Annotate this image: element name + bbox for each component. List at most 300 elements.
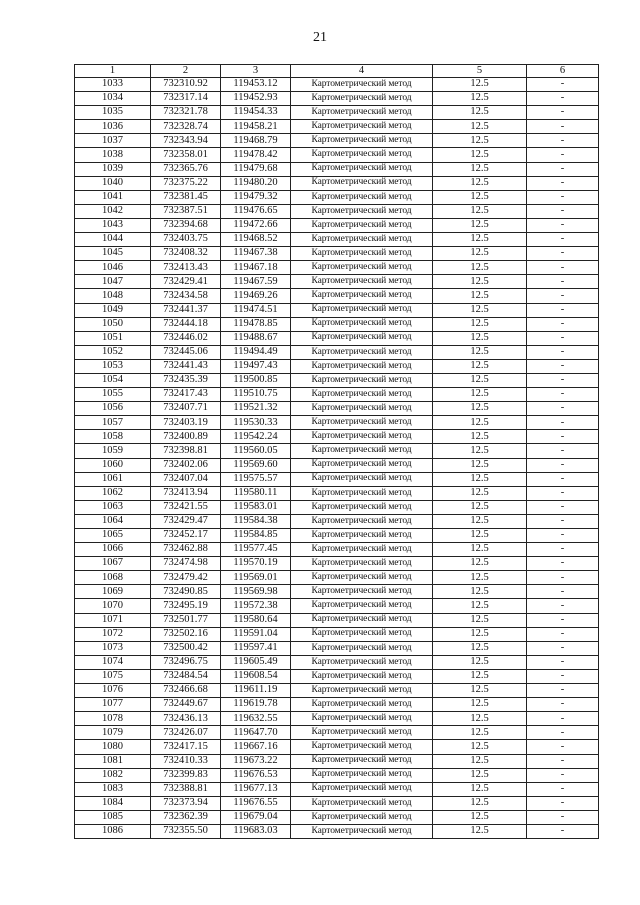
accuracy-cell: 12.5	[433, 472, 527, 486]
x-coordinate-cell: 732441.43	[151, 359, 221, 373]
note-cell: -	[527, 557, 599, 571]
y-coordinate-cell: 119577.45	[221, 543, 291, 557]
table-row	[75, 78, 599, 92]
table-header-row	[75, 65, 599, 78]
y-coordinate-cell: 119572.38	[221, 599, 291, 613]
point-number-cell: 1079	[75, 726, 151, 740]
point-number-cell: 1057	[75, 416, 151, 430]
accuracy-cell: 12.5	[433, 613, 527, 627]
point-number-cell: 1069	[75, 585, 151, 599]
x-coordinate-cell: 732444.18	[151, 317, 221, 331]
point-number-cell: 1063	[75, 500, 151, 514]
table-row	[75, 275, 599, 289]
y-coordinate-cell: 119479.32	[221, 190, 291, 204]
note-cell: -	[527, 655, 599, 669]
accuracy-cell: 12.5	[433, 402, 527, 416]
x-coordinate-cell: 732435.39	[151, 373, 221, 387]
point-number-cell: 1042	[75, 204, 151, 218]
accuracy-cell: 12.5	[433, 796, 527, 810]
table-row	[75, 388, 599, 402]
note-cell: -	[527, 472, 599, 486]
x-coordinate-cell: 732400.89	[151, 430, 221, 444]
table-row	[75, 571, 599, 585]
point-number-cell: 1078	[75, 712, 151, 726]
table-row	[75, 416, 599, 430]
y-coordinate-cell: 119605.49	[221, 655, 291, 669]
table-row	[75, 754, 599, 768]
note-cell: -	[527, 247, 599, 261]
x-coordinate-cell: 732413.94	[151, 486, 221, 500]
table-row	[75, 782, 599, 796]
table-row	[75, 303, 599, 317]
note-cell: -	[527, 218, 599, 232]
table-row	[75, 514, 599, 528]
method-cell: Картометрический метод	[291, 810, 433, 824]
note-cell: -	[527, 331, 599, 345]
y-coordinate-cell: 119647.70	[221, 726, 291, 740]
note-cell: -	[527, 402, 599, 416]
table-row	[75, 500, 599, 514]
method-cell: Картометрический метод	[291, 796, 433, 810]
y-coordinate-cell: 119570.19	[221, 557, 291, 571]
x-coordinate-cell: 732417.15	[151, 740, 221, 754]
method-cell: Картометрический метод	[291, 373, 433, 387]
point-number-cell: 1052	[75, 345, 151, 359]
point-number-cell: 1085	[75, 810, 151, 824]
y-coordinate-cell: 119580.64	[221, 613, 291, 627]
point-number-cell: 1055	[75, 388, 151, 402]
accuracy-cell: 12.5	[433, 416, 527, 430]
x-coordinate-cell: 732398.81	[151, 444, 221, 458]
y-coordinate-cell: 119679.04	[221, 810, 291, 824]
note-cell: -	[527, 289, 599, 303]
accuracy-cell: 12.5	[433, 726, 527, 740]
note-cell: -	[527, 78, 599, 92]
note-cell: -	[527, 585, 599, 599]
note-cell: -	[527, 204, 599, 218]
x-coordinate-cell: 732403.75	[151, 233, 221, 247]
x-coordinate-cell: 732410.33	[151, 754, 221, 768]
table-row	[75, 740, 599, 754]
y-coordinate-cell: 119468.79	[221, 134, 291, 148]
x-coordinate-cell: 732362.39	[151, 810, 221, 824]
x-coordinate-cell: 732381.45	[151, 190, 221, 204]
y-coordinate-cell: 119580.11	[221, 486, 291, 500]
note-cell: -	[527, 416, 599, 430]
table-body	[75, 78, 599, 839]
note-cell: -	[527, 613, 599, 627]
note-cell: -	[527, 458, 599, 472]
note-cell: -	[527, 712, 599, 726]
method-cell: Картометрический метод	[291, 486, 433, 500]
point-number-cell: 1076	[75, 684, 151, 698]
note-cell: -	[527, 810, 599, 824]
method-cell: Картометрический метод	[291, 430, 433, 444]
point-number-cell: 1053	[75, 359, 151, 373]
x-coordinate-cell: 732436.13	[151, 712, 221, 726]
x-coordinate-cell: 732500.42	[151, 641, 221, 655]
accuracy-cell: 12.5	[433, 444, 527, 458]
point-number-cell: 1045	[75, 247, 151, 261]
x-coordinate-cell: 732407.04	[151, 472, 221, 486]
accuracy-cell: 12.5	[433, 233, 527, 247]
point-number-cell: 1061	[75, 472, 151, 486]
method-cell: Картометрический метод	[291, 514, 433, 528]
method-cell: Картометрический метод	[291, 641, 433, 655]
x-coordinate-cell: 732479.42	[151, 571, 221, 585]
y-coordinate-cell: 119452.93	[221, 92, 291, 106]
point-number-cell: 1081	[75, 754, 151, 768]
y-coordinate-cell: 119467.59	[221, 275, 291, 289]
point-number-cell: 1062	[75, 486, 151, 500]
point-number-cell: 1036	[75, 120, 151, 134]
point-number-cell: 1056	[75, 402, 151, 416]
note-cell: -	[527, 317, 599, 331]
y-coordinate-cell: 119619.78	[221, 698, 291, 712]
x-coordinate-cell: 732496.75	[151, 655, 221, 669]
note-cell: -	[527, 233, 599, 247]
accuracy-cell: 12.5	[433, 218, 527, 232]
note-cell: -	[527, 782, 599, 796]
note-cell: -	[527, 106, 599, 120]
x-coordinate-cell: 732452.17	[151, 529, 221, 543]
table-row	[75, 148, 599, 162]
y-coordinate-cell: 119510.75	[221, 388, 291, 402]
method-cell: Картометрический метод	[291, 359, 433, 373]
x-coordinate-cell: 732358.01	[151, 148, 221, 162]
note-cell: -	[527, 120, 599, 134]
method-cell: Картометрический метод	[291, 655, 433, 669]
method-cell: Картометрический метод	[291, 571, 433, 585]
table-row	[75, 331, 599, 345]
y-coordinate-cell: 119611.19	[221, 684, 291, 698]
method-cell: Картометрический метод	[291, 669, 433, 683]
method-cell: Картометрический метод	[291, 627, 433, 641]
accuracy-cell: 12.5	[433, 669, 527, 683]
accuracy-cell: 12.5	[433, 627, 527, 641]
note-cell: -	[527, 796, 599, 810]
accuracy-cell: 12.5	[433, 317, 527, 331]
accuracy-cell: 12.5	[433, 514, 527, 528]
x-coordinate-cell: 732466.68	[151, 684, 221, 698]
accuracy-cell: 12.5	[433, 388, 527, 402]
method-cell: Картометрический метод	[291, 712, 433, 726]
method-cell: Картометрический метод	[291, 303, 433, 317]
accuracy-cell: 12.5	[433, 78, 527, 92]
table-row	[75, 655, 599, 669]
point-number-cell: 1065	[75, 529, 151, 543]
accuracy-cell: 12.5	[433, 641, 527, 655]
y-coordinate-cell: 119458.21	[221, 120, 291, 134]
column-header: 4	[291, 65, 433, 78]
table-row	[75, 402, 599, 416]
method-cell: Картометрический метод	[291, 120, 433, 134]
table-row	[75, 627, 599, 641]
note-cell: -	[527, 162, 599, 176]
note-cell: -	[527, 430, 599, 444]
x-coordinate-cell: 732490.85	[151, 585, 221, 599]
accuracy-cell: 12.5	[433, 500, 527, 514]
y-coordinate-cell: 119480.20	[221, 176, 291, 190]
y-coordinate-cell: 119569.60	[221, 458, 291, 472]
method-cell: Картометрический метод	[291, 345, 433, 359]
point-number-cell: 1066	[75, 543, 151, 557]
accuracy-cell: 12.5	[433, 430, 527, 444]
accuracy-cell: 12.5	[433, 782, 527, 796]
note-cell: -	[527, 740, 599, 754]
point-number-cell: 1058	[75, 430, 151, 444]
y-coordinate-cell: 119488.67	[221, 331, 291, 345]
table-row	[75, 162, 599, 176]
point-number-cell: 1073	[75, 641, 151, 655]
method-cell: Картометрический метод	[291, 726, 433, 740]
x-coordinate-cell: 732375.22	[151, 176, 221, 190]
point-number-cell: 1050	[75, 317, 151, 331]
table-row	[75, 317, 599, 331]
method-cell: Картометрический метод	[291, 458, 433, 472]
x-coordinate-cell: 732441.37	[151, 303, 221, 317]
note-cell: -	[527, 754, 599, 768]
method-cell: Картометрический метод	[291, 134, 433, 148]
y-coordinate-cell: 119479.68	[221, 162, 291, 176]
method-cell: Картометрический метод	[291, 684, 433, 698]
point-number-cell: 1048	[75, 289, 151, 303]
accuracy-cell: 12.5	[433, 359, 527, 373]
note-cell: -	[527, 824, 599, 838]
point-number-cell: 1083	[75, 782, 151, 796]
x-coordinate-cell: 732445.06	[151, 345, 221, 359]
y-coordinate-cell: 119530.33	[221, 416, 291, 430]
point-number-cell: 1086	[75, 824, 151, 838]
table-row	[75, 458, 599, 472]
point-number-cell: 1080	[75, 740, 151, 754]
x-coordinate-cell: 732387.51	[151, 204, 221, 218]
column-header: 2	[151, 65, 221, 78]
note-cell: -	[527, 373, 599, 387]
method-cell: Картометрический метод	[291, 824, 433, 838]
table-row	[75, 345, 599, 359]
y-coordinate-cell: 119476.65	[221, 204, 291, 218]
table-row	[75, 669, 599, 683]
method-cell: Картометрический метод	[291, 416, 433, 430]
y-coordinate-cell: 119597.41	[221, 641, 291, 655]
table-row	[75, 120, 599, 134]
method-cell: Картометрический метод	[291, 289, 433, 303]
method-cell: Картометрический метод	[291, 613, 433, 627]
accuracy-cell: 12.5	[433, 571, 527, 585]
note-cell: -	[527, 514, 599, 528]
x-coordinate-cell: 732426.07	[151, 726, 221, 740]
y-coordinate-cell: 119469.26	[221, 289, 291, 303]
accuracy-cell: 12.5	[433, 655, 527, 669]
y-coordinate-cell: 119667.16	[221, 740, 291, 754]
x-coordinate-cell: 732474.98	[151, 557, 221, 571]
y-coordinate-cell: 119560.05	[221, 444, 291, 458]
table-row	[75, 289, 599, 303]
x-coordinate-cell: 732355.50	[151, 824, 221, 838]
method-cell: Картометрический метод	[291, 585, 433, 599]
note-cell: -	[527, 543, 599, 557]
point-number-cell: 1034	[75, 92, 151, 106]
y-coordinate-cell: 119494.49	[221, 345, 291, 359]
x-coordinate-cell: 732321.78	[151, 106, 221, 120]
accuracy-cell: 12.5	[433, 190, 527, 204]
note-cell: -	[527, 599, 599, 613]
y-coordinate-cell: 119676.55	[221, 796, 291, 810]
table-row	[75, 486, 599, 500]
point-number-cell: 1046	[75, 261, 151, 275]
page-number: 21	[313, 30, 327, 45]
method-cell: Картометрический метод	[291, 754, 433, 768]
accuracy-cell: 12.5	[433, 106, 527, 120]
method-cell: Картометрический метод	[291, 698, 433, 712]
x-coordinate-cell: 732502.16	[151, 627, 221, 641]
method-cell: Картометрический метод	[291, 529, 433, 543]
method-cell: Картометрический метод	[291, 500, 433, 514]
note-cell: -	[527, 669, 599, 683]
x-coordinate-cell: 732402.06	[151, 458, 221, 472]
x-coordinate-cell: 732365.76	[151, 162, 221, 176]
note-cell: -	[527, 698, 599, 712]
y-coordinate-cell: 119542.24	[221, 430, 291, 444]
x-coordinate-cell: 732484.54	[151, 669, 221, 683]
note-cell: -	[527, 176, 599, 190]
y-coordinate-cell: 119478.42	[221, 148, 291, 162]
table-row	[75, 641, 599, 655]
accuracy-cell: 12.5	[433, 458, 527, 472]
note-cell: -	[527, 303, 599, 317]
y-coordinate-cell: 119608.54	[221, 669, 291, 683]
point-number-cell: 1040	[75, 176, 151, 190]
point-number-cell: 1075	[75, 669, 151, 683]
accuracy-cell: 12.5	[433, 204, 527, 218]
table-row	[75, 585, 599, 599]
point-number-cell: 1044	[75, 233, 151, 247]
y-coordinate-cell: 119478.85	[221, 317, 291, 331]
table-row	[75, 768, 599, 782]
accuracy-cell: 12.5	[433, 740, 527, 754]
note-cell: -	[527, 345, 599, 359]
x-coordinate-cell: 732388.81	[151, 782, 221, 796]
x-coordinate-cell: 732421.55	[151, 500, 221, 514]
x-coordinate-cell: 732343.94	[151, 134, 221, 148]
table-row	[75, 444, 599, 458]
point-number-cell: 1064	[75, 514, 151, 528]
y-coordinate-cell: 119632.55	[221, 712, 291, 726]
point-number-cell: 1067	[75, 557, 151, 571]
y-coordinate-cell: 119453.12	[221, 78, 291, 92]
table-row	[75, 247, 599, 261]
table-row	[75, 373, 599, 387]
table-row	[75, 261, 599, 275]
note-cell: -	[527, 359, 599, 373]
note-cell: -	[527, 500, 599, 514]
note-cell: -	[527, 388, 599, 402]
accuracy-cell: 12.5	[433, 92, 527, 106]
point-number-cell: 1070	[75, 599, 151, 613]
table-row	[75, 810, 599, 824]
x-coordinate-cell: 732413.43	[151, 261, 221, 275]
accuracy-cell: 12.5	[433, 247, 527, 261]
note-cell: -	[527, 148, 599, 162]
y-coordinate-cell: 119500.85	[221, 373, 291, 387]
method-cell: Картометрический метод	[291, 275, 433, 289]
accuracy-cell: 12.5	[433, 331, 527, 345]
point-number-cell: 1084	[75, 796, 151, 810]
y-coordinate-cell: 119584.85	[221, 529, 291, 543]
table-row	[75, 698, 599, 712]
method-cell: Картометрический метод	[291, 148, 433, 162]
accuracy-cell: 12.5	[433, 134, 527, 148]
method-cell: Картометрический метод	[291, 92, 433, 106]
point-number-cell: 1047	[75, 275, 151, 289]
method-cell: Картометрический метод	[291, 261, 433, 275]
x-coordinate-cell: 732495.19	[151, 599, 221, 613]
table-row	[75, 529, 599, 543]
y-coordinate-cell: 119575.57	[221, 472, 291, 486]
note-cell: -	[527, 134, 599, 148]
accuracy-cell: 12.5	[433, 529, 527, 543]
table-row	[75, 712, 599, 726]
y-coordinate-cell: 119521.32	[221, 402, 291, 416]
point-number-cell: 1039	[75, 162, 151, 176]
method-cell: Картометрический метод	[291, 331, 433, 345]
accuracy-cell: 12.5	[433, 684, 527, 698]
point-number-cell: 1082	[75, 768, 151, 782]
point-number-cell: 1037	[75, 134, 151, 148]
accuracy-cell: 12.5	[433, 712, 527, 726]
table-row	[75, 543, 599, 557]
accuracy-cell: 12.5	[433, 261, 527, 275]
method-cell: Картометрический метод	[291, 162, 433, 176]
method-cell: Картометрический метод	[291, 388, 433, 402]
y-coordinate-cell: 119474.51	[221, 303, 291, 317]
method-cell: Картометрический метод	[291, 190, 433, 204]
point-number-cell: 1068	[75, 571, 151, 585]
point-number-cell: 1059	[75, 444, 151, 458]
point-number-cell: 1035	[75, 106, 151, 120]
point-number-cell: 1060	[75, 458, 151, 472]
x-coordinate-cell: 732429.47	[151, 514, 221, 528]
column-header: 6	[527, 65, 599, 78]
y-coordinate-cell: 119683.03	[221, 824, 291, 838]
accuracy-cell: 12.5	[433, 754, 527, 768]
x-coordinate-cell: 732328.74	[151, 120, 221, 134]
method-cell: Картометрический метод	[291, 444, 433, 458]
method-cell: Картометрический метод	[291, 176, 433, 190]
note-cell: -	[527, 529, 599, 543]
y-coordinate-cell: 119467.18	[221, 261, 291, 275]
accuracy-cell: 12.5	[433, 176, 527, 190]
point-number-cell: 1074	[75, 655, 151, 669]
x-coordinate-cell: 732434.58	[151, 289, 221, 303]
point-number-cell: 1054	[75, 373, 151, 387]
method-cell: Картометрический метод	[291, 740, 433, 754]
method-cell: Картометрический метод	[291, 768, 433, 782]
y-coordinate-cell: 119497.43	[221, 359, 291, 373]
accuracy-cell: 12.5	[433, 486, 527, 500]
accuracy-cell: 12.5	[433, 698, 527, 712]
accuracy-cell: 12.5	[433, 585, 527, 599]
note-cell: -	[527, 726, 599, 740]
note-cell: -	[527, 684, 599, 698]
x-coordinate-cell: 732399.83	[151, 768, 221, 782]
table-row	[75, 233, 599, 247]
table-row	[75, 684, 599, 698]
x-coordinate-cell: 732407.71	[151, 402, 221, 416]
accuracy-cell: 12.5	[433, 768, 527, 782]
method-cell: Картометрический метод	[291, 218, 433, 232]
